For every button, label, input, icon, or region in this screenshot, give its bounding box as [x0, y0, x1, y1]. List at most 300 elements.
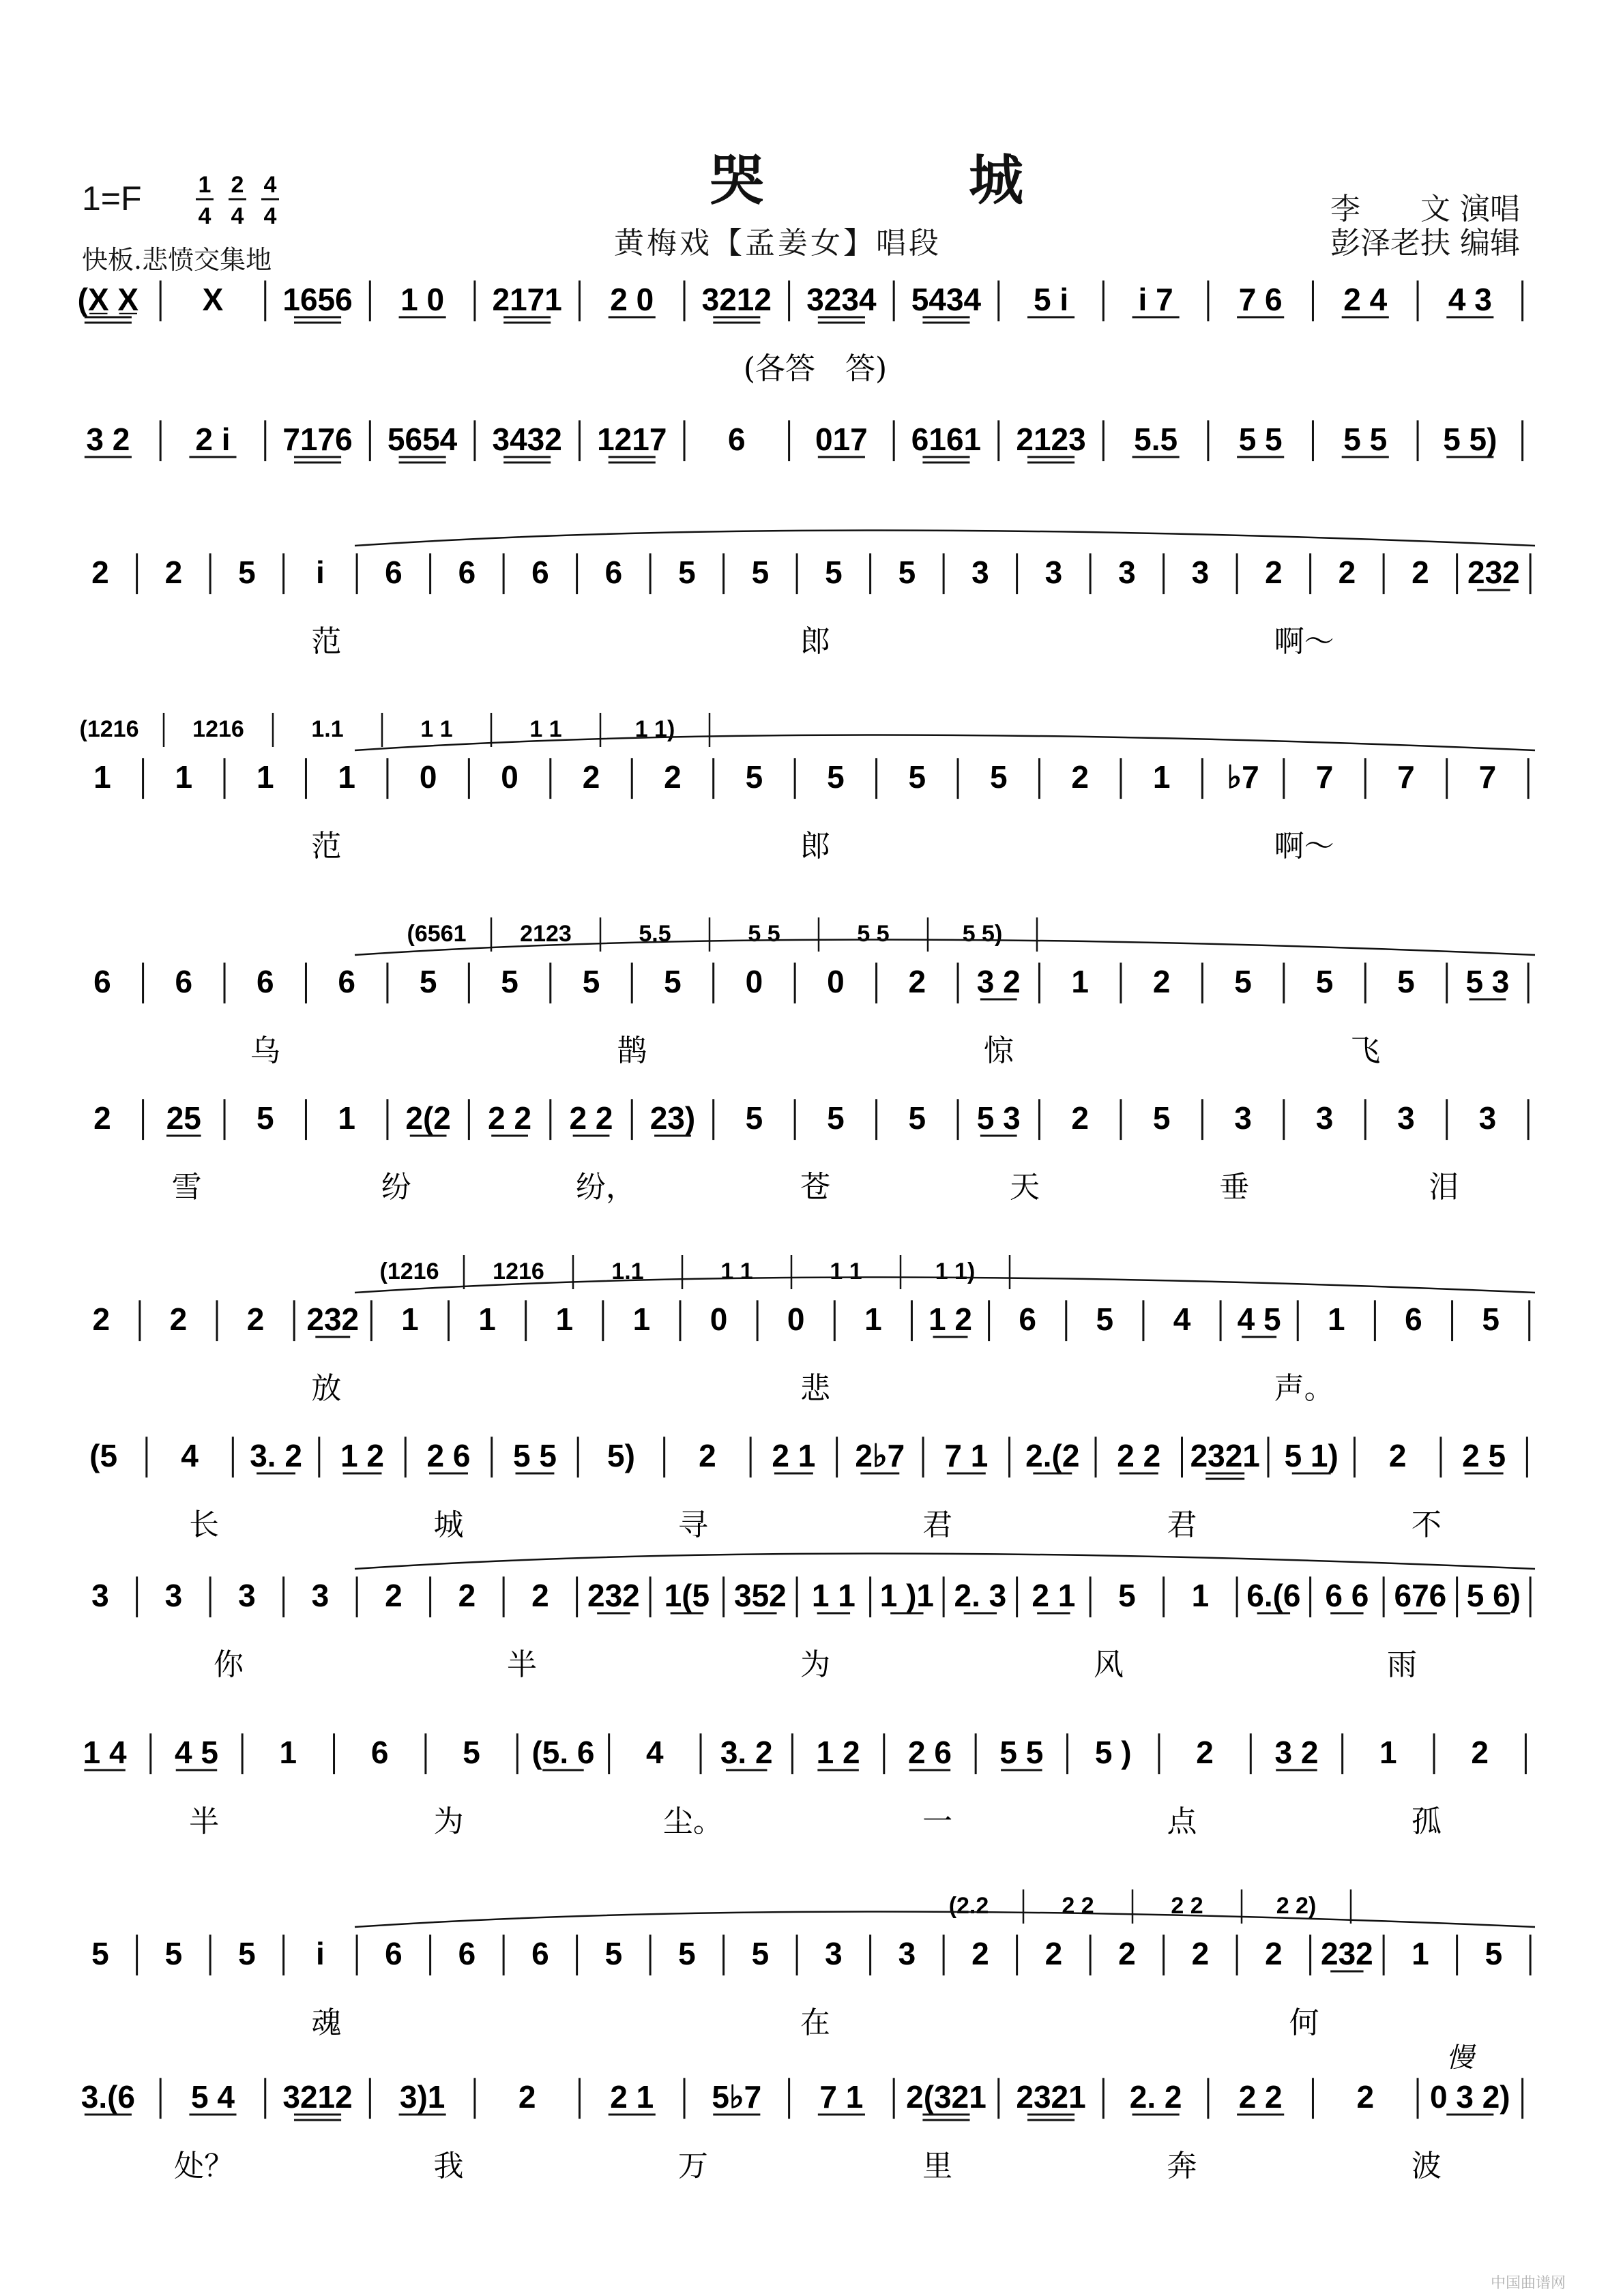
jianpu-note: 7 6 — [1238, 282, 1283, 317]
jianpu-note: 017 — [815, 422, 868, 457]
jianpu-note: 5 — [745, 1100, 763, 1136]
jianpu-note: 5.5 — [1134, 422, 1178, 457]
jianpu-note: 5 i — [1033, 282, 1069, 317]
tempo-mark: 慢 — [1446, 2042, 1474, 2074]
jianpu-note: 6 — [1405, 1301, 1422, 1337]
lyric-syllable: 点 — [1167, 1804, 1197, 1839]
singer-credit: 李 文 演唱 — [1330, 192, 1520, 226]
jianpu-note: 3 — [164, 1578, 183, 1613]
watermark: 中国曲谱网 — [1491, 2274, 1566, 2291]
jianpu-note: 2 — [385, 1578, 403, 1613]
jianpu-note: 232 — [1467, 555, 1520, 590]
lyric-syllable: 君 — [922, 1507, 953, 1542]
jianpu-note: 1 2 — [929, 1301, 973, 1337]
lyric-syllable: 你 — [214, 1647, 244, 1682]
lyrics-line — [214, 1647, 1417, 1682]
jianpu-note: 2 — [518, 2079, 536, 2115]
lyric-syllable: 放 — [311, 1371, 342, 1406]
jianpu-note: 1 2 — [816, 1735, 860, 1770]
jianpu-note: 4 — [646, 1735, 664, 1770]
jianpu-note: 5 — [678, 555, 696, 590]
jianpu-note: 3234 — [806, 282, 877, 317]
jianpu-note: 3 — [238, 1578, 256, 1613]
jianpu-note: 5 5 — [1343, 422, 1388, 457]
jianpu-note: 5 — [908, 1100, 926, 1136]
jianpu-note: 7 1 — [819, 2079, 864, 2115]
jianpu-note: 5 — [1482, 1301, 1500, 1337]
jianpu-note: 1 — [632, 1301, 651, 1337]
jianpu-note: 1 2 — [340, 1438, 385, 1473]
jianpu-note: 2 — [971, 1936, 989, 1971]
jianpu-note: 2 1 — [610, 2079, 654, 2115]
jianpu-note: 2 — [908, 964, 926, 999]
jianpu-note: i 7 — [1138, 282, 1173, 317]
lyric-syllable: 声。 — [1274, 1371, 1334, 1406]
lyric-syllable: 纷 — [381, 1170, 411, 1205]
score-system — [91, 1889, 1535, 2040]
accomp-note: 1216 — [493, 1259, 544, 1284]
jianpu-note: 5 — [1397, 964, 1415, 999]
jianpu-note: 2 — [1196, 1735, 1214, 1770]
lyric-syllable: 雨 — [1387, 1647, 1417, 1682]
jianpu-note: 5434 — [911, 282, 982, 317]
jianpu-note: 3 — [1044, 555, 1063, 590]
jianpu-note: 2 — [1152, 964, 1171, 999]
jianpu-note: (X̲ X̲ — [77, 282, 139, 317]
jianpu-note: 5 — [501, 964, 518, 999]
phrase-slur — [355, 1554, 1535, 1570]
jianpu-note: 3 — [825, 1936, 843, 1971]
jianpu-note: 2 — [246, 1301, 265, 1337]
jianpu-note: (5. 6 — [531, 1735, 595, 1770]
jianpu-note: 3 — [1234, 1100, 1252, 1136]
lyrics-line — [250, 1033, 1381, 1068]
jianpu-note: 6 — [256, 964, 274, 999]
jianpu-note: 7176 — [282, 422, 353, 457]
lyric-syllable: 何 — [1289, 2005, 1319, 2040]
jianpu-note: 2. 2 — [1129, 2079, 1182, 2115]
jianpu-note: 5 — [238, 1936, 256, 1971]
lyric-syllable: 君 — [1167, 1507, 1197, 1542]
jianpu-note: 3 — [91, 1578, 109, 1613]
jianpu-note: 1 — [1328, 1301, 1345, 1337]
jianpu-note: 2 4 — [1343, 282, 1388, 317]
lyrics-line — [189, 1804, 1442, 1839]
jianpu-note: 0 — [419, 759, 437, 795]
jianpu-note: 4 5 — [1237, 1301, 1281, 1337]
jianpu-note: 1 — [401, 1301, 419, 1337]
jianpu-note: 0 3 2) — [1430, 2079, 1510, 2115]
jianpu-note: 5 — [604, 1936, 623, 1971]
jianpu-note: 352 — [734, 1578, 787, 1613]
jianpu-note: 3 — [1397, 1100, 1415, 1136]
jianpu-note: 0 — [710, 1301, 728, 1337]
jianpu-note: 2 6 — [907, 1735, 952, 1770]
jianpu-note: 2 i — [195, 422, 231, 457]
jianpu-note: 5 — [1315, 964, 1334, 999]
jianpu-note: 6 — [338, 964, 355, 999]
accomp-note: (1216 — [379, 1259, 439, 1284]
jianpu-note: 5 — [91, 1936, 109, 1971]
jianpu-note: 5 5) — [1443, 422, 1497, 457]
jianpu-note: 5 — [827, 1100, 845, 1136]
jianpu-note: 3 — [311, 1578, 330, 1613]
jianpu-note: 5 6) — [1466, 1578, 1521, 1613]
accomp-note: 1 1 — [830, 1259, 862, 1284]
jianpu-note: 5 — [678, 1936, 696, 1971]
jianpu-note: 3 — [1191, 555, 1210, 590]
lyric-syllable: 郎 — [800, 624, 830, 659]
jianpu-note: 1 1 — [811, 1578, 856, 1613]
lyric-syllable: 在 — [800, 2005, 830, 2040]
jianpu-note: 2123 — [1016, 422, 1086, 457]
jianpu-note: 2(2 — [405, 1100, 451, 1136]
jianpu-note: 1 — [338, 1100, 355, 1136]
accomp-note: 2 2 — [1062, 1893, 1094, 1919]
jianpu-note: 2 — [582, 759, 600, 795]
jianpu-note: 5 5 — [1238, 422, 1283, 457]
jianpu-note: 7 — [1315, 759, 1334, 795]
lyric-syllable: 处？ — [174, 2149, 235, 2183]
accomp-note: (2.2 — [948, 1893, 989, 1919]
lyrics-line — [311, 1371, 1334, 1406]
jianpu-note: 5 — [664, 964, 682, 999]
jianpu-note: 2 — [1191, 1936, 1210, 1971]
jianpu-note: 2 — [93, 1100, 111, 1136]
jianpu-note: 5 — [1118, 1578, 1136, 1613]
jianpu-note: 1 — [93, 759, 111, 795]
phrase-slur — [355, 1912, 1535, 1928]
jianpu-note: 6.(6 — [1246, 1578, 1301, 1613]
accomp-note: 2123 — [520, 921, 572, 947]
meter-numerator: 4 — [263, 172, 277, 198]
accomp-note: 2 2 — [1171, 1893, 1203, 1919]
lyric-syllable: 我 — [433, 2149, 464, 2183]
jianpu-note: 6 6 — [1325, 1578, 1369, 1613]
jianpu-note: 5♭7 — [712, 2079, 762, 2115]
jianpu-note: 2 — [92, 1301, 111, 1337]
jianpu-note: 3 — [971, 555, 989, 590]
jianpu-note: 3 2 — [86, 422, 130, 457]
lyric-syllable: 万 — [677, 2149, 708, 2183]
jianpu-note: 2 0 — [610, 282, 654, 317]
jianpu-note: 2 2 — [1117, 1438, 1161, 1473]
lyric-syllable: 城 — [433, 1507, 464, 1542]
accomp-note: 5 5 — [857, 921, 890, 947]
jianpu-note: 1 0 — [400, 282, 445, 317]
lyrics-line — [744, 351, 887, 386]
lyric-syllable: 范 — [311, 829, 342, 864]
jianpu-note: 5 4 — [190, 2079, 235, 2115]
jianpu-note: 7 — [1478, 759, 1497, 795]
jianpu-note: 6 — [175, 964, 193, 999]
lyric-syllable: 寻 — [677, 1507, 708, 1542]
jianpu-note: 6 — [531, 555, 549, 590]
jianpu-note: 2321 — [1190, 1438, 1260, 1473]
lyric-syllable: 纷， — [575, 1170, 636, 1205]
lyric-syllable: 为 — [800, 1647, 830, 1682]
jianpu-note: 3 2 — [1274, 1735, 1319, 1770]
jianpu-note: 5 — [1152, 1100, 1171, 1136]
jianpu-note: 5 — [751, 555, 770, 590]
jianpu-note: 1 — [478, 1301, 496, 1337]
jianpu-note: 5 — [419, 964, 437, 999]
lyrics-line — [189, 1507, 1442, 1542]
jianpu-note: 6161 — [911, 422, 982, 457]
lyric-syllable: 魂 — [311, 2005, 342, 2040]
meter-numerator: 2 — [231, 172, 244, 198]
jianpu-note: 5 1) — [1284, 1438, 1339, 1473]
lyric-syllable: 乌 — [250, 1033, 280, 1068]
jianpu-note: 5 — [1485, 1936, 1503, 1971]
accomp-note: 1 1 — [720, 1259, 753, 1284]
meter-denominator: 4 — [231, 203, 244, 229]
jianpu-note: 2 — [1356, 2079, 1375, 2115]
jianpu-note: 5 — [1096, 1301, 1114, 1337]
jianpu-note: 2 — [1338, 555, 1356, 590]
jianpu-note: 2 — [1071, 1100, 1089, 1136]
jianpu-note: 4 — [1173, 1301, 1191, 1337]
score-system — [93, 917, 1535, 1068]
jianpu-note: 3 — [1315, 1100, 1334, 1136]
lyric-syllable: 半 — [507, 1647, 537, 1682]
jianpu-note: 1 — [1152, 759, 1171, 795]
jianpu-note: 676 — [1394, 1578, 1447, 1613]
jianpu-note: 2 5 — [1462, 1438, 1506, 1473]
jianpu-note: 2.(2 — [1025, 1438, 1080, 1473]
lyric-syllable: (各答 答) — [743, 351, 888, 386]
jianpu-note: 2 — [458, 1578, 476, 1613]
accomp-note: 5 5 — [748, 921, 780, 947]
accomp-note: 1 1 — [529, 716, 562, 742]
jianpu-note: 1 — [1191, 1578, 1210, 1613]
jianpu-note: 3212 — [282, 2079, 353, 2115]
jianpu-note: 3 — [1478, 1100, 1497, 1136]
jianpu-note: 2 6 — [426, 1438, 471, 1473]
jianpu-note: 6 — [1019, 1301, 1036, 1337]
jianpu-note: 0 — [501, 759, 518, 795]
jianpu-note: 1217 — [597, 422, 667, 457]
lyrics-line — [174, 2149, 1442, 2183]
jianpu-note: 3. 2 — [720, 1735, 773, 1770]
accomp-note: 1 1) — [634, 716, 675, 742]
lyric-syllable: 长 — [189, 1507, 220, 1542]
jianpu-note: 1 — [1379, 1735, 1397, 1770]
jianpu-note: 6 — [93, 964, 111, 999]
jianpu-note: 4 3 — [1448, 282, 1492, 317]
jianpu-note: 5 — [745, 759, 763, 795]
lyrics-line — [311, 624, 1334, 659]
jianpu-note: 2 2 — [488, 1100, 532, 1136]
score-system — [91, 531, 1535, 660]
lyric-syllable: 孤 — [1411, 1804, 1442, 1839]
lyric-syllable: 不 — [1411, 1507, 1442, 1542]
jianpu-note: i — [315, 1936, 325, 1971]
jianpu-note: 2 — [531, 1578, 549, 1613]
jianpu-note: (5 — [89, 1438, 118, 1473]
lyric-syllable: 鹊 — [617, 1033, 647, 1068]
jianpu-note: 2♭7 — [855, 1438, 905, 1473]
jianpu-note: 0 — [745, 964, 763, 999]
score-system — [89, 1437, 1527, 1542]
jianpu-note: 1 — [175, 759, 193, 795]
jianpu-note: 6 — [458, 1936, 476, 1971]
jianpu-note: ♭7 — [1227, 759, 1259, 795]
jianpu-note: 2 — [1265, 555, 1283, 590]
lyric-syllable: 天 — [1010, 1170, 1040, 1205]
lyrics-line — [172, 1170, 1459, 1205]
lyric-syllable: 飞 — [1350, 1033, 1381, 1068]
song-title: 哭 城 — [710, 148, 1098, 212]
jianpu-note: 2 — [1071, 759, 1089, 795]
accomp-note: (6561 — [407, 921, 467, 947]
jianpu-note: 2 1 — [772, 1438, 816, 1473]
jianpu-note: 3212 — [701, 282, 772, 317]
jianpu-note: 3)1 — [399, 2079, 445, 2115]
jianpu-note: 6 — [370, 1735, 389, 1770]
jianpu-note: 2(321 — [906, 2079, 986, 2115]
jianpu-note: 4 5 — [174, 1735, 218, 1770]
jianpu-note: 2 — [1412, 555, 1429, 590]
jianpu-note: 5 — [827, 759, 845, 795]
jianpu-note: 1(5 — [664, 1578, 710, 1613]
jianpu-note: 232 — [1321, 1936, 1373, 1971]
lyric-syllable: 一 — [922, 1804, 953, 1839]
jianpu-note: 6 — [604, 555, 623, 590]
lyrics-line — [311, 2005, 1319, 2040]
jianpu-note: 6 — [385, 1936, 403, 1971]
jianpu-note: X — [202, 282, 224, 317]
jianpu-note: 2. 3 — [954, 1578, 1007, 1613]
accomp-note: 1.1 — [611, 1259, 644, 1284]
score-system — [93, 1099, 1528, 1205]
tempo-marking: 快板.悲愤交集地 — [82, 245, 272, 275]
jianpu-note: 5 5 — [999, 1735, 1044, 1770]
lyric-syllable: 垂 — [1219, 1170, 1250, 1205]
jianpu-note: 5 3 — [976, 1100, 1021, 1136]
jianpu-note: 2 — [1265, 1936, 1283, 1971]
lyric-syllable: 奔 — [1167, 2149, 1197, 2183]
meter-denominator: 4 — [198, 203, 211, 229]
jianpu-note: 0 — [787, 1301, 805, 1337]
jianpu-note: 1656 — [282, 282, 353, 317]
accomp-note: 5 5) — [962, 921, 1003, 947]
jianpu-note: 1 — [279, 1735, 297, 1770]
lyric-syllable: 雪 — [171, 1170, 202, 1205]
jianpu-note: 5 5 — [512, 1438, 557, 1473]
lyric-syllable: 泪 — [1429, 1170, 1459, 1205]
jianpu-note: 5 — [989, 759, 1008, 795]
jianpu-note: 2 — [164, 555, 183, 590]
accomp-note: 1 1 — [420, 716, 453, 742]
jianpu-note: 25 — [166, 1100, 201, 1136]
jianpu-note: 1 — [1412, 1936, 1429, 1971]
editor-credit: 彭泽老扶 编辑 — [1330, 226, 1520, 261]
jianpu-note: 3 2 — [976, 964, 1021, 999]
jianpu-note: 2171 — [492, 282, 562, 317]
meter-denominator: 4 — [263, 203, 277, 229]
jianpu-note: i — [315, 555, 325, 590]
jianpu-note: 5 — [751, 1936, 770, 1971]
accomp-note: 1216 — [192, 716, 244, 742]
lyric-syllable: 风 — [1094, 1647, 1124, 1682]
jianpu-note: 5 ) — [1094, 1735, 1132, 1770]
accomp-note: 1 1) — [935, 1259, 976, 1284]
jianpu-note: 6 — [531, 1936, 549, 1971]
jianpu-note: 23) — [649, 1100, 696, 1136]
jianpu-note: 3. 2 — [250, 1438, 302, 1473]
lyric-syllable: 为 — [433, 1804, 464, 1839]
jianpu-note: 2 — [169, 1301, 188, 1337]
lyric-syllable: 苍 — [800, 1170, 830, 1205]
jianpu-note: 5) — [606, 1438, 635, 1473]
jianpu-note: 2 — [91, 555, 109, 590]
jianpu-note: 2 — [1044, 1936, 1063, 1971]
accomp-note: 2 2) — [1276, 1893, 1317, 1919]
jianpu-note: 5654 — [387, 422, 458, 457]
jianpu-note: 7 — [1397, 759, 1415, 795]
jianpu-note: 5 — [582, 964, 600, 999]
lyric-syllable: 半 — [189, 1804, 220, 1839]
accomp-note: (1216 — [79, 716, 139, 742]
accompaniment-line — [80, 713, 710, 747]
score-system — [80, 713, 1535, 864]
jianpu-note: 1 — [256, 759, 274, 795]
jianpu-note: 2 2 — [569, 1100, 613, 1136]
lyric-syllable: 悲 — [800, 1371, 830, 1406]
jianpu-note: 1 — [338, 759, 355, 795]
jianpu-note: 2321 — [1016, 2079, 1086, 2115]
lyric-syllable: 啊～ — [1274, 829, 1334, 864]
jianpu-note: 5 — [238, 555, 256, 590]
jianpu-note: 4 — [181, 1438, 199, 1473]
jianpu-note: 2 — [699, 1438, 716, 1473]
lyric-syllable: 啊～ — [1274, 624, 1334, 659]
jianpu-note: 6 — [385, 555, 403, 590]
lyric-syllable: 郎 — [800, 829, 830, 864]
meter-numerator: 1 — [198, 172, 211, 198]
score-system — [85, 420, 1523, 462]
lyric-syllable: 里 — [922, 2149, 953, 2183]
jianpu-note: 5 — [908, 759, 926, 795]
jianpu-note: 2 1 — [1032, 1578, 1076, 1613]
jianpu-note: 5 — [463, 1735, 480, 1770]
jianpu-note: 6 — [728, 422, 746, 457]
jianpu-note: 3 — [898, 1936, 916, 1971]
lyric-syllable: 范 — [311, 624, 342, 659]
jianpu-note: 1 )1 — [879, 1578, 935, 1613]
jianpu-note: 2 — [664, 759, 682, 795]
accomp-note: 5.5 — [639, 921, 671, 947]
jianpu-note: 3.(6 — [81, 2079, 136, 2115]
lyric-syllable: 惊 — [983, 1033, 1014, 1068]
jianpu-note: 232 — [306, 1301, 360, 1337]
jianpu-note: 1 — [555, 1301, 574, 1337]
jianpu-note: 2 — [1118, 1936, 1136, 1971]
accompaniment-line — [380, 1255, 1010, 1289]
accomp-note: 1.1 — [311, 716, 344, 742]
jianpu-note: 7 1 — [944, 1438, 989, 1473]
jianpu-note: 0 — [827, 964, 845, 999]
jianpu-note: 5 3 — [1465, 964, 1510, 999]
jianpu-note: 232 — [587, 1578, 640, 1613]
jianpu-note: 3432 — [492, 422, 562, 457]
lyric-syllable: 波 — [1411, 2149, 1442, 2183]
jianpu-note: 5 — [256, 1100, 274, 1136]
jianpu-note: 6 — [458, 555, 476, 590]
lyrics-line — [311, 829, 1334, 864]
subtitle: 黄梅戏【孟姜女】唱段 — [614, 226, 941, 261]
